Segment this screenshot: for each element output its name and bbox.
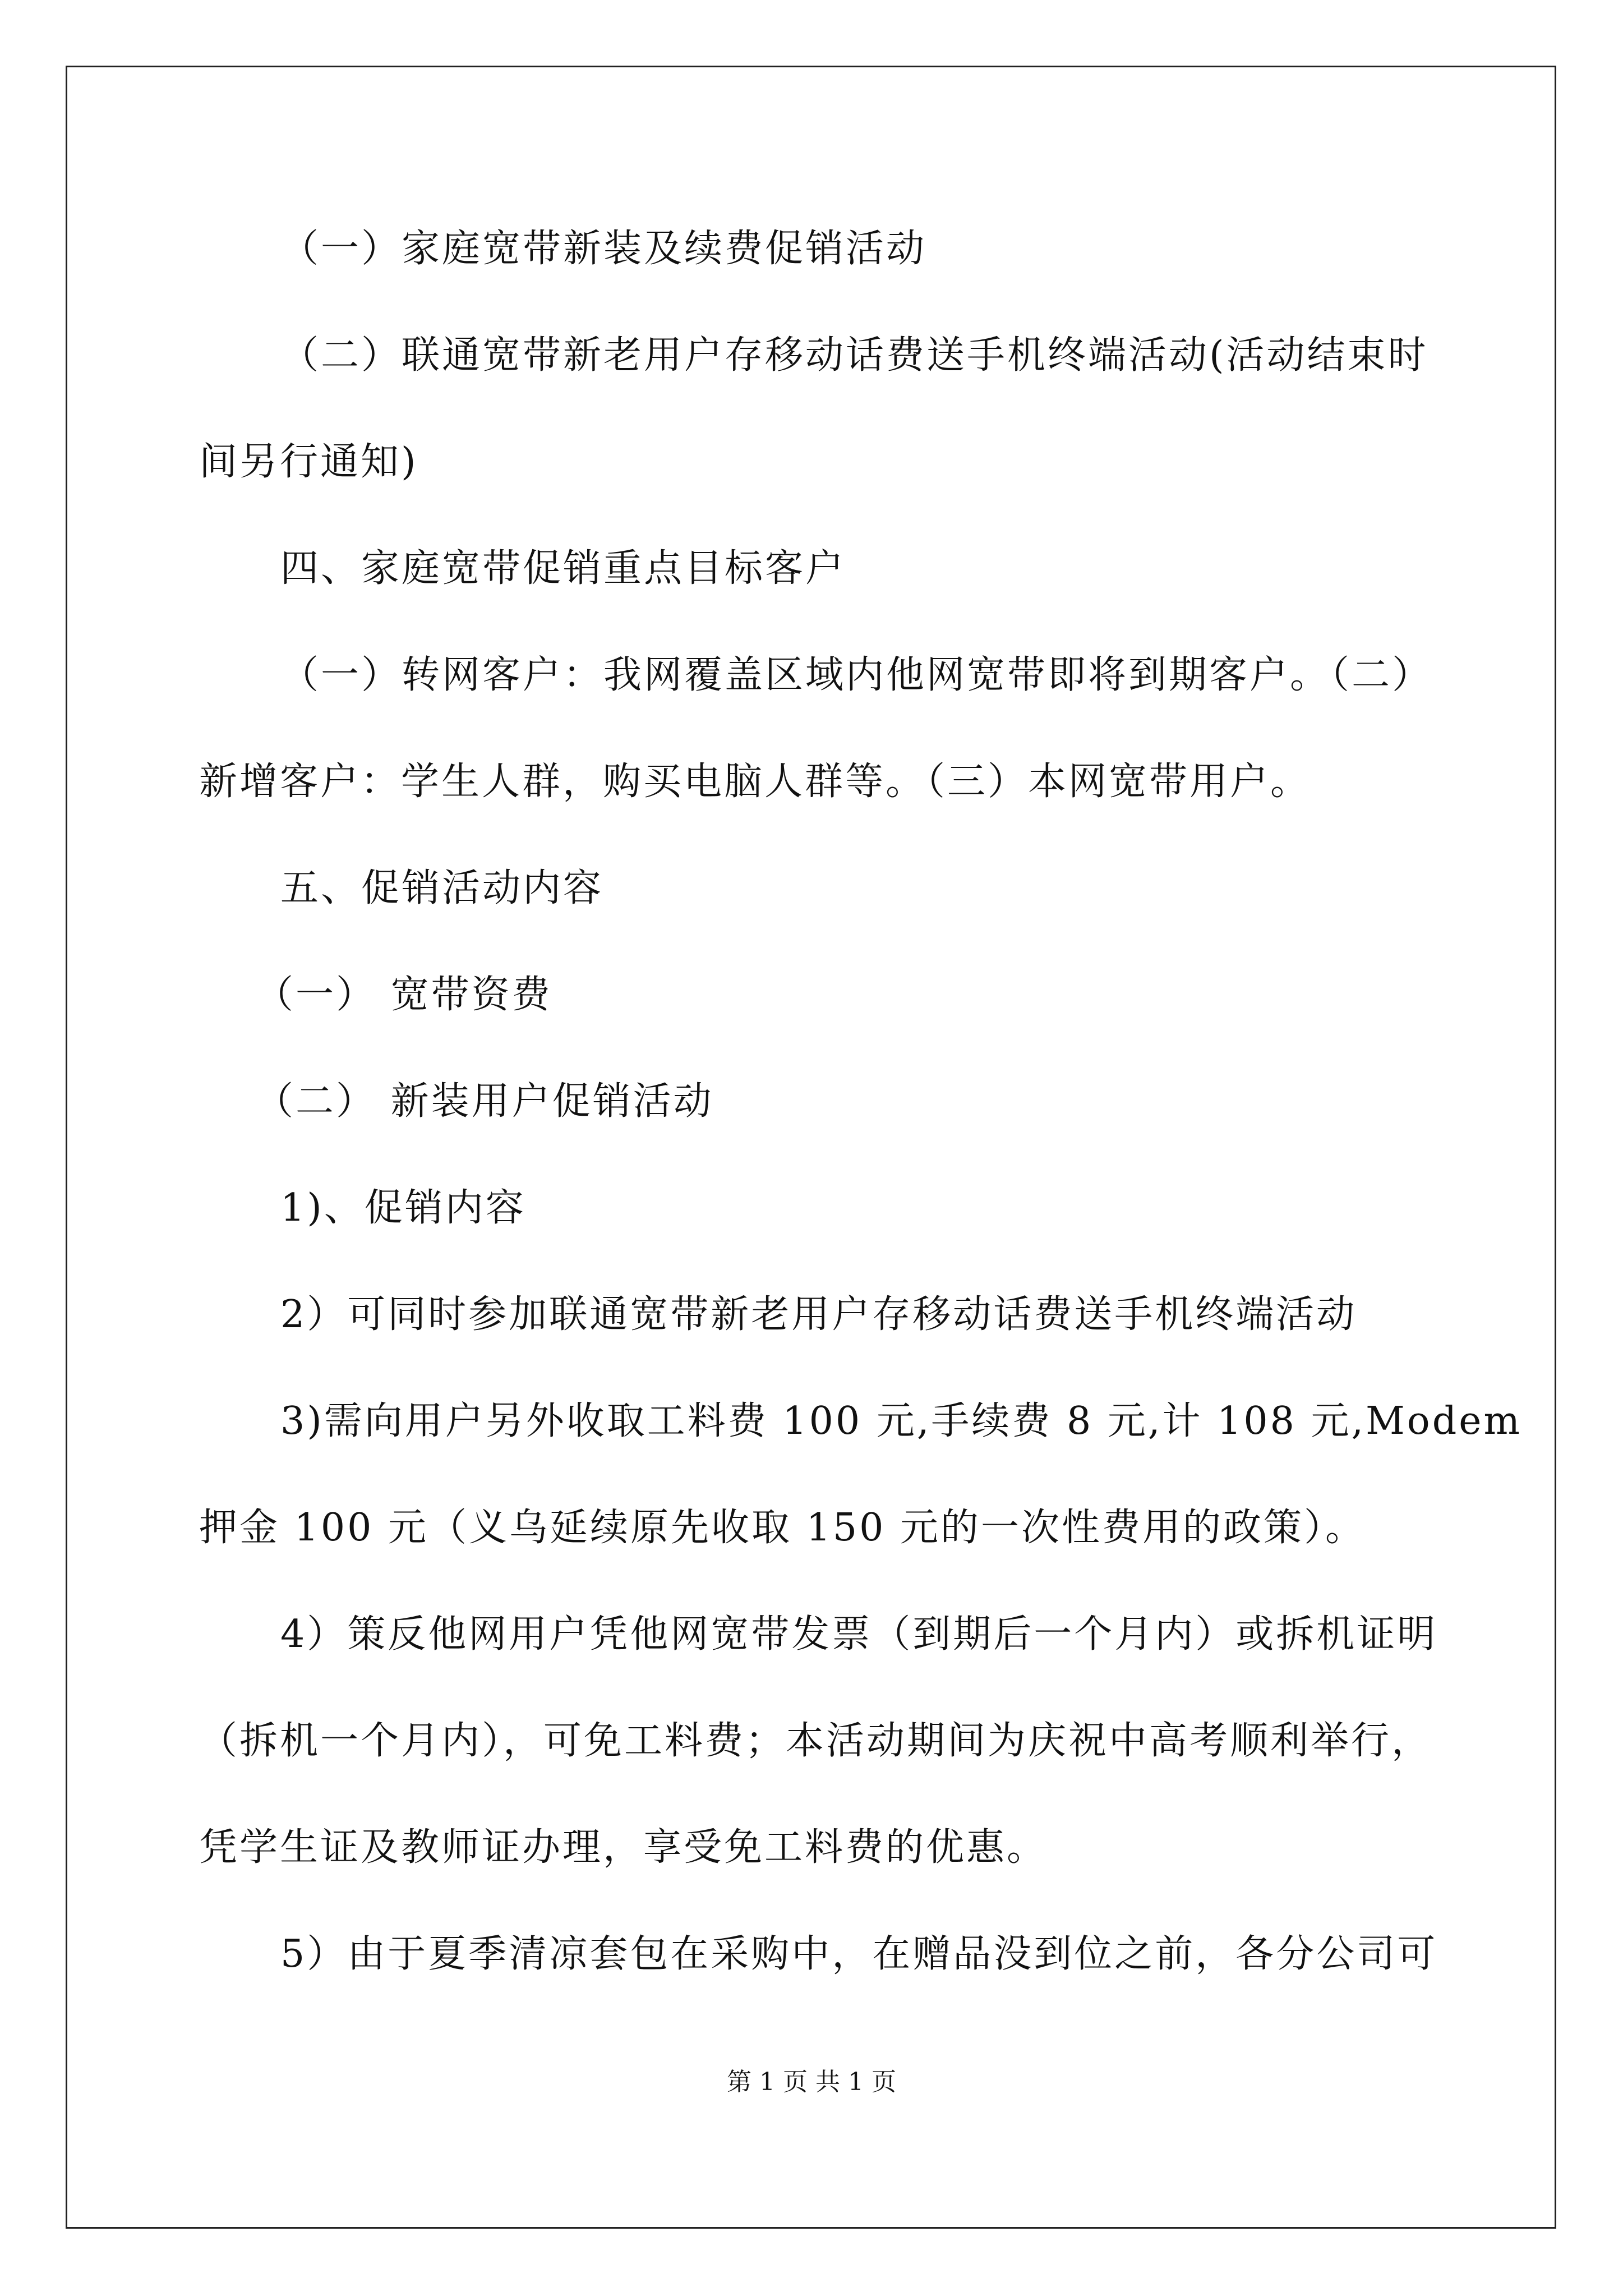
- paragraph-line: 1)、促销内容: [280, 1186, 526, 1230]
- paragraph-line: 5）由于夏季清凉套包在采购中，在赠品没到位之前，各分公司可: [280, 1932, 1438, 1976]
- paragraph-line: 3)需向用户另外收取工料费 100 元,手续费 8 元,计 108 元,Modem: [280, 1399, 1522, 1443]
- paragraph-line: 押金 100 元（义乌延续原先收取 150 元的一次性费用的政策）。: [199, 1506, 1366, 1550]
- paragraph-line: 4）策反他网用户凭他网宽带发票（到期后一个月内）或拆机证明: [280, 1612, 1438, 1657]
- paragraph-line: 凭学生证及教师证办理，享受免工料费的优惠。: [199, 1825, 1048, 1870]
- paragraph-line: （一）家庭宽带新装及续费促销活动: [280, 227, 927, 271]
- page-footer: 第 1 页 共 1 页: [727, 2068, 896, 2096]
- paragraph-line: （一）转网客户：我网覆盖区域内他网宽带即将到期客户。（二）: [280, 653, 1433, 697]
- subsection-heading: （一） 宽带资费: [255, 973, 552, 1017]
- paragraph-line: 新增客户：学生人群，购买电脑人群等。（三）本网宽带用户。: [199, 760, 1311, 804]
- paragraph-line: 2）可同时参加联通宽带新老用户存移动话费送手机终端活动: [280, 1292, 1357, 1337]
- paragraph-line: 间另行通知): [199, 440, 418, 484]
- page-border: [66, 66, 1556, 2229]
- section-heading: 四、家庭宽带促销重点目标客户: [280, 546, 846, 591]
- paragraph-line: （二）联通宽带新老用户存移动话费送手机终端活动(活动结束时: [280, 333, 1428, 378]
- subsection-heading: （二） 新装用户促销活动: [255, 1079, 714, 1124]
- paragraph-line: （拆机一个月内），可免工料费；本活动期间为庆祝中高考顺利举行，: [199, 1719, 1432, 1763]
- section-heading: 五、促销活动内容: [280, 866, 604, 910]
